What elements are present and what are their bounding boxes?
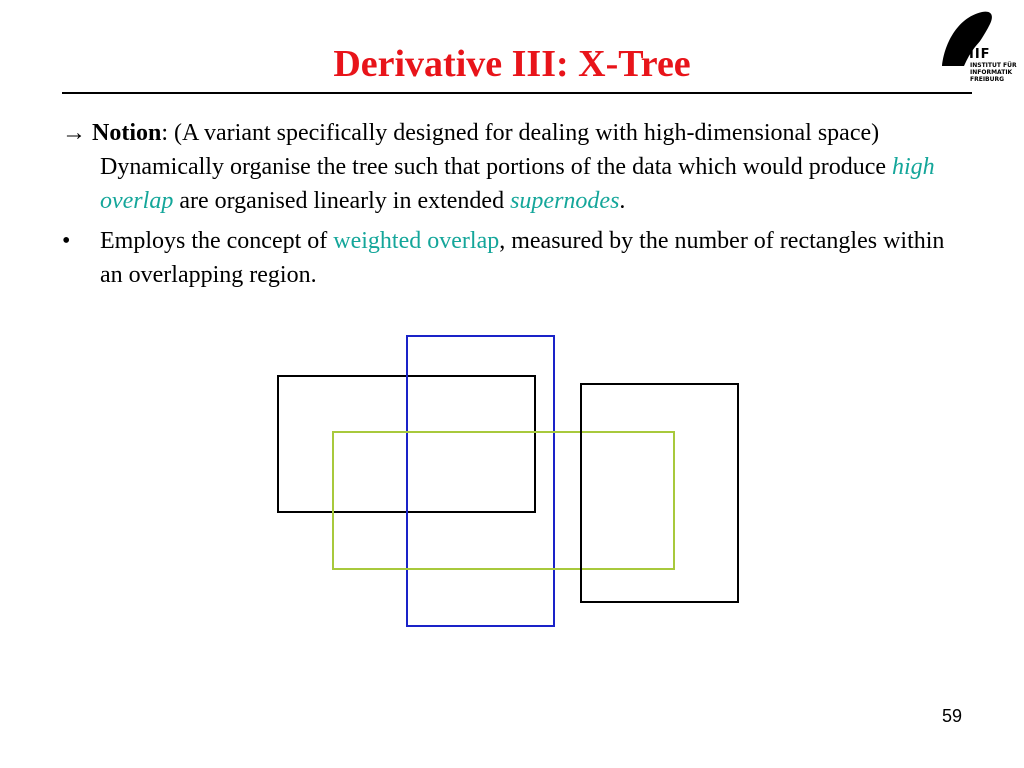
- logo-line-2: INFORMATIK: [970, 69, 1013, 76]
- bullet-icon: •: [62, 228, 71, 254]
- blue-rectangle-tall: [407, 336, 554, 626]
- supernodes-term: supernodes: [510, 188, 620, 214]
- notion-text-c: .: [619, 188, 626, 214]
- green-rectangle-wide: [333, 432, 674, 569]
- logo-line-1: INSTITUT FÜR: [970, 62, 1017, 69]
- logo-line-3: FREIBURG: [970, 76, 1005, 83]
- slide-title: Derivative III: X-Tree: [333, 43, 691, 85]
- logo-initials: IIF: [969, 47, 991, 62]
- arrow-icon: →: [62, 120, 86, 146]
- weighted-text-b: , measured by the number of rectangles within an overlapping region.: [100, 228, 945, 288]
- notion-text-b: are organised linearly in extended: [173, 188, 511, 214]
- notion-text-a: (A variant specifically designed for dealing with high-dimensional space) Dynamically organise the tree such that portions of the data which would produce: [100, 120, 892, 180]
- notion-term: Notion: [92, 120, 162, 146]
- high-overlap-term: high overlap: [100, 154, 935, 214]
- notion-colon: :: [161, 120, 169, 146]
- page-number: 59: [941, 706, 962, 726]
- weighted-overlap-term: weighted overlap: [333, 228, 500, 254]
- weighted-text-a: Employs the concept of: [100, 228, 334, 254]
